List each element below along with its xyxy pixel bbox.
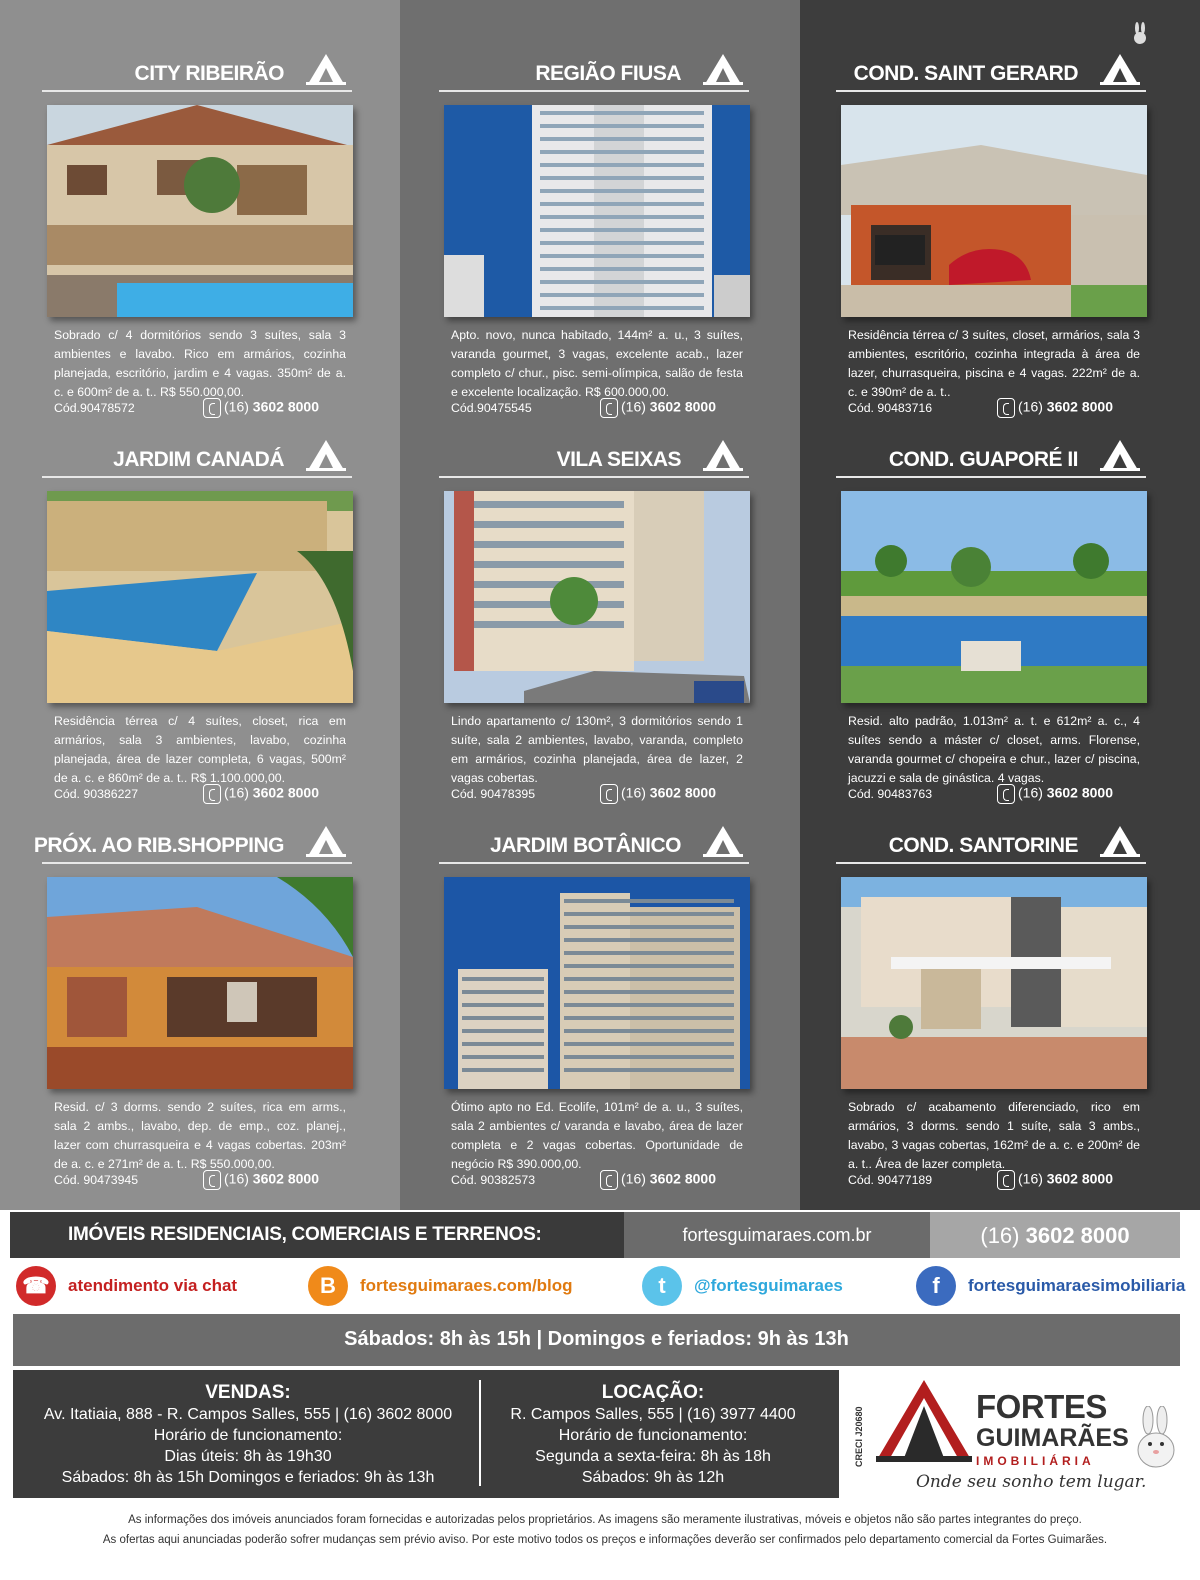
property-photo[interactable]	[47, 491, 353, 703]
main-phone: (16) 3602 8000	[930, 1212, 1180, 1258]
brand-triangle-icon	[1100, 824, 1140, 858]
listing-code: Cód. 90483716	[848, 401, 933, 415]
weekend-hours-bar: Sábados: 8h às 15h | Domingos e feriados: 9h às 13h	[13, 1314, 1180, 1366]
listing-card[interactable]	[0, 0, 400, 415]
social-row	[10, 1262, 1186, 1310]
property-photo[interactable]	[444, 105, 750, 317]
listing-header	[836, 426, 1146, 478]
listing-title: CITY RIBEIRÃO	[134, 62, 284, 85]
listing-description: Apto. novo, nunca habitado, 144m² a. u., 3 suítes, varanda gourmet, 3 vagas, excelente acab., lazer completo c/ chur., pisc. semi-olímpica, salão de festa e excelente localização. R$ 600.000,00.	[451, 328, 743, 399]
listing-phone[interactable]: (16) 3602 8000	[997, 784, 1113, 804]
listing-code: Cód. 90478395	[451, 787, 536, 801]
phone-icon	[600, 1170, 618, 1190]
listing-card[interactable]	[0, 772, 400, 1187]
phone-icon	[997, 1170, 1015, 1190]
listing-code: Cód. 90477189	[848, 1173, 933, 1187]
brand-triangle-icon	[703, 824, 743, 858]
listing-title: COND. SANTORINE	[888, 834, 1078, 857]
listing-description: Residência térrea c/ 4 suítes, closet, rica em armários, sala 3 ambientes, lavabo, cozinha planejada, área de lazer completa, 6 vagas, 500m² de a. c. e 860m² de a. t.. R$ 1.100.000,00.	[54, 714, 346, 785]
fortes-guimaraes-logo-icon	[874, 1376, 974, 1468]
listing-header	[439, 426, 749, 478]
listing-card[interactable]	[794, 772, 1194, 1187]
listing-description: Residência térrea c/ 3 suítes, closet, armários, sala 3 ambientes, escritório, cozinha integrada à área de lazer, churrasqueira, piscina e 4 vagas. 222m² de a. c. e 390m² de a. t..	[848, 328, 1140, 399]
listing-header	[439, 40, 749, 92]
listing-code: Cód. 90483763	[848, 787, 933, 801]
creci-number: CRECI J20680	[854, 1406, 864, 1468]
office-info	[13, 1370, 839, 1498]
listing-card[interactable]	[794, 0, 1194, 415]
listing-phone[interactable]: (16) 3602 8000	[203, 784, 319, 804]
property-photo[interactable]	[47, 105, 353, 317]
blog-link[interactable]: B fortesguimaraes.com/blog	[308, 1266, 573, 1306]
category-label: IMÓVEIS RESIDENCIAIS, COMERCIAIS E TERRENOS:	[10, 1212, 624, 1258]
brand-triangle-icon	[306, 438, 346, 472]
listing-title: JARDIM BOTÂNICO	[490, 834, 681, 857]
brand-name-1: FORTES	[976, 1388, 1107, 1425]
facebook-icon: f	[916, 1266, 956, 1306]
facebook-link[interactable]: f fortesguimaraesimobiliaria	[916, 1266, 1185, 1306]
listing-header	[439, 812, 749, 864]
brand-triangle-icon	[703, 52, 743, 86]
divider	[479, 1380, 481, 1486]
brand-slogan: Onde seu sonho tem lugar.	[916, 1472, 1147, 1492]
listing-description: Ótimo apto no Ed. Ecolife, 101m² de a. u., 3 suítes, sala 2 ambientes c/ varanda e lavabo, área de lazer completa e 2 vagas cobertas. Oportunidade de negócio R$ 390.000,00.	[451, 1100, 743, 1171]
brand-name-3: IMOBILIÁRIA	[976, 1454, 1095, 1468]
brand-name-2: GUIMARÃES	[976, 1424, 1129, 1452]
listing-code: Cód. 90473945	[54, 1173, 139, 1187]
listing-title: REGIÃO FIUSA	[535, 62, 681, 85]
listing-phone[interactable]: (16) 3602 8000	[203, 1170, 319, 1190]
listing-description: Sobrado c/ 4 dormitórios sendo 3 suítes, sala 3 ambientes e lavabo. Rico em armários, cozinha planejada, escritório, jardim e 4 vagas. 350m² de a. c. e 600m² de a. t.. R$ 550.000,00.	[54, 328, 346, 399]
twitter-link[interactable]: t @fortesguimaraes	[642, 1266, 843, 1306]
listing-phone[interactable]: (16) 3602 8000	[203, 398, 319, 418]
contact-bar	[10, 1212, 1180, 1258]
listing-phone[interactable]: (16) 3602 8000	[997, 1170, 1113, 1190]
brand-triangle-icon	[1100, 52, 1140, 86]
listing-title: JARDIM CANADÁ	[113, 448, 284, 471]
listing-description: Resid. alto padrão, 1.013m² a. t. e 612m² a. c., 4 suítes sendo a máster c/ closet, arms. Florense, varanda gourmet c/ chopeira e chur., lazer c/ piscina, jacuzzi e sala de ginástica. 4 vagas.	[848, 714, 1140, 785]
listing-code: Cód.90475545	[451, 401, 532, 415]
listing-title: VILA SEIXAS	[556, 448, 681, 471]
listing-description: Sobrado c/ acabamento diferenciado, rico em armários, 3 dorms. sendo 1 suíte, sala 3 ambs., lavabo, 3 vagas cobertas, 162m² de a. c. e 200m² de a. t.. Área de lazer completa.	[848, 1100, 1140, 1171]
listing-title: COND. GUAPORÉ II	[888, 448, 1078, 471]
listing-phone[interactable]: (16) 3602 8000	[600, 1170, 716, 1190]
property-photo[interactable]	[444, 877, 750, 1089]
property-photo[interactable]	[841, 877, 1147, 1089]
listing-phone[interactable]: (16) 3602 8000	[600, 784, 716, 804]
listing-card[interactable]	[397, 386, 797, 801]
listing-card[interactable]	[0, 386, 400, 801]
property-photo[interactable]	[841, 491, 1147, 703]
blogger-icon: B	[308, 1266, 348, 1306]
listing-code: Cód.90478572	[54, 401, 135, 415]
brand-triangle-icon	[703, 438, 743, 472]
listing-phone[interactable]: (16) 3602 8000	[600, 398, 716, 418]
website-link[interactable]: fortesguimaraes.com.br	[624, 1212, 930, 1258]
brand-triangle-icon	[1100, 438, 1140, 472]
sales-office: VENDAS: Av. Itatiaia, 888 - R. Campos Salles, 555 | (16) 3602 8000 Horário de funcionamento: Dias úteis: 8h às 19h30 Sábados: 8h às 15h Domingos e feriados: 9h às 13h	[43, 1382, 453, 1486]
rabbit-mascot-icon	[1134, 1406, 1178, 1468]
listing-card[interactable]	[397, 772, 797, 1187]
twitter-icon: t	[642, 1266, 682, 1306]
property-photo[interactable]	[47, 877, 353, 1089]
property-photo[interactable]	[444, 491, 750, 703]
listing-description: Lindo apartamento c/ 130m², 3 dormitórios sendo 1 suíte, sala 2 ambientes, lavabo, varanda, completo em armários, cozinha planejada, área de lazer, 2 vagas cobertas.	[451, 714, 743, 785]
brand-triangle-icon	[306, 52, 346, 86]
listing-title: COND. SAINT GERARD	[853, 62, 1078, 85]
rental-office: LOCAÇÃO: R. Campos Salles, 555 | (16) 3977 4400 Horário de funcionamento: Segunda a sexta-feira: 8h às 18h Sábados: 9h às 12h	[510, 1382, 796, 1486]
listing-card[interactable]	[794, 386, 1194, 801]
phone-icon	[203, 1170, 221, 1190]
listing-card[interactable]	[397, 0, 797, 415]
listing-header	[836, 812, 1146, 864]
listing-code: Cód. 90382573	[451, 1173, 536, 1187]
listing-code: Cód. 90386227	[54, 787, 139, 801]
listing-header	[836, 40, 1146, 92]
brand-triangle-icon	[306, 824, 346, 858]
chat-headset-icon: ☎	[16, 1266, 56, 1306]
brand-block	[850, 1372, 1190, 1500]
listing-title: PRÓX. AO RIB.SHOPPING	[33, 834, 284, 857]
property-photo[interactable]	[841, 105, 1147, 317]
listing-header	[42, 426, 352, 478]
disclaimer: As informações dos imóveis anunciados foram fornecidas e autorizadas pelos proprietários. As imagens são meramente ilustrativas, móveis e objetos não são partes integrantes do preço. As ofertas aqui anunciadas poderão sofrer mudanças sem prévio aviso. Por este motivo todos os preços e informações deverão ser confirmados pelo departamento comercial da Fortes Guimarães.	[102, 1514, 1108, 1546]
listing-phone[interactable]: (16) 3602 8000	[997, 398, 1113, 418]
listing-description: Resid. c/ 3 dorms. sendo 2 suítes, rica em arms., sala 2 ambs., lavabo, dep. de emp., coz. planej., lazer com churrasqueira e 4 vagas cobertas. 203m² de a. c. e 271m² de a. t.. R$ 550.000,00.	[54, 1100, 346, 1171]
listing-header	[42, 40, 352, 92]
listing-header	[33, 812, 352, 864]
chat-link[interactable]: ☎ atendimento via chat	[16, 1266, 237, 1306]
